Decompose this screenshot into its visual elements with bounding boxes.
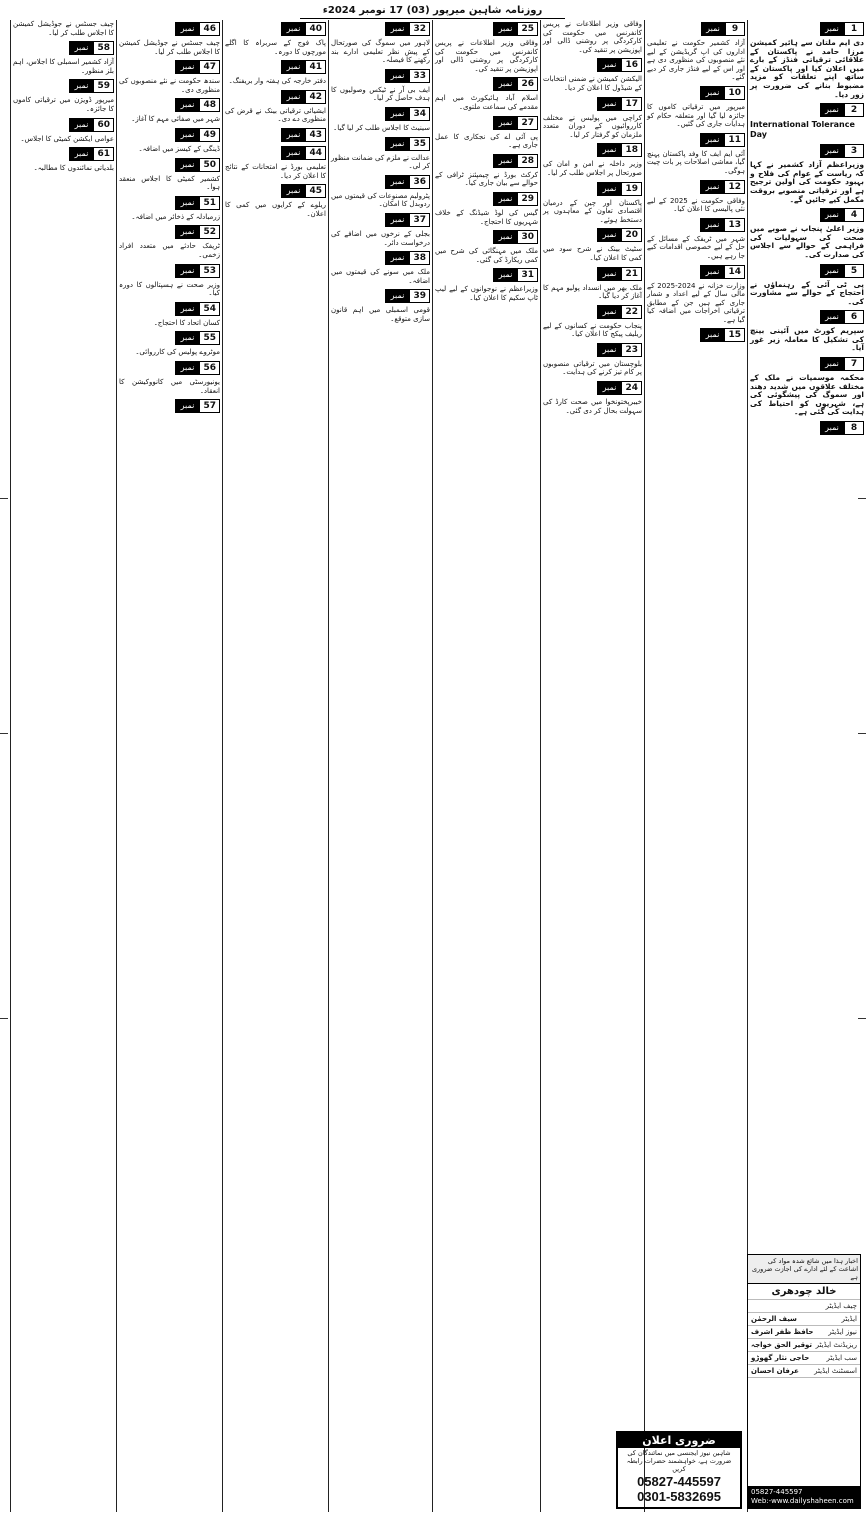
- news-item: نمبر 39 قومی اسمبلی میں اہم قانون سازی متوقع۔: [331, 291, 430, 323]
- news-item: نمبر 51 زرمبادلہ کے ذخائر میں اضافہ۔: [131, 197, 220, 221]
- column-5: [328, 20, 432, 1512]
- news-item: نمبر 7 محکمہ موسمیات نے ملک کے مختلف علاقوں میں شدید دھند اور سموگ کی پیشگوئی کی ہے، شہریوں کو احتیاط کی ہدایت کی گئی ہے۔: [750, 359, 864, 417]
- fold-mark: [858, 498, 866, 499]
- news-item: نمبر 2 International Tolerance Day: [750, 103, 864, 140]
- news-item: نمبر 5 پی ٹی آئی کے رہنماؤں نے احتجاج کے حوالے سے مشاورت کی۔: [750, 265, 864, 306]
- news-item: نمبر 1 دی ایم ملتان سے ہائیر کمیشن مرزا حامد نے پاکستان کے علاقائی ترقیاتی فنڈز کے بارے میں اعلان کیا اور پاکستان کے ساتھ اپنے تعلقات کو مزید مضبوط بنانے کی ضرورت پر زور دیا۔: [750, 24, 864, 99]
- news-item: نمبر 46 چیف جسٹس نے جوڈیشل کمیشن کا اجلاس طلب کر لیا۔: [119, 24, 220, 56]
- news-item: نمبر 24 خیبرپختونخوا میں صحت کارڈ کی سہولت بحال کر دی گئی۔: [543, 383, 642, 415]
- news-item: نمبر 52 ٹریفک حادثے میں متعدد افراد زخمی۔: [119, 227, 220, 259]
- news-item: نمبر 28 کرکٹ بورڈ نے چیمپئنز ٹرافی کے حوالے سے بیان جاری کیا۔: [435, 155, 538, 188]
- column-3: [540, 20, 644, 1512]
- news-item: نمبر 12 وفاقی حکومت نے 2025 کے لیے نئی پالیسی کا اعلان کیا۔: [647, 181, 746, 214]
- news-item: نمبر 18 وزیر داخلہ نے امن و امان کی صورتحال پر اجلاس طلب کر لیا۔: [543, 145, 642, 177]
- news-item: نمبر 58 آزاد کشمیر اسمبلی کا اجلاس، اہم بلز منظور۔: [13, 43, 114, 75]
- column-7: [116, 20, 222, 1512]
- column-8: [10, 20, 116, 1512]
- fold-mark: [0, 733, 8, 734]
- news-item: نمبر 60 عوامی ایکشن کمیٹی کا اجلاس۔: [20, 119, 114, 143]
- fold-mark: [858, 1018, 866, 1019]
- news-item: نمبر 34 سینیٹ کا اجلاس طلب کر لیا گیا۔: [333, 108, 430, 132]
- news-item: نمبر 6 سپریم کورٹ میں آئینی بینچ کی تشکیل کا معاملہ زیر غور آیا۔: [750, 312, 864, 353]
- fold-mark: [0, 1018, 8, 1019]
- news-item: نمبر 53 وزیر صحت نے ہسپتالوں کا دورہ کیا۔: [119, 265, 220, 298]
- founder-name: خالد چودھری: [748, 1284, 860, 1300]
- news-item: نمبر 38 ملک میں سونے کی قیمتوں میں اضافہ۔: [331, 253, 430, 285]
- english-heading: International Tolerance Day: [750, 120, 855, 140]
- important-notice: [616, 1431, 742, 1509]
- news-item: نمبر 35 عدالت نے ملزم کی ضمانت منظور کر لی۔: [331, 138, 430, 171]
- fold-mark: [0, 498, 8, 499]
- news-item: نمبر 19 پاکستان اور چین کے درمیان اقتصادی تعاون کے معاہدوں پر دستخط ہوئے۔: [543, 183, 642, 224]
- news-item: نمبر 22 پنجاب حکومت نے کسانوں کے لیے ریلیف پیکج کا اعلان کیا۔: [543, 306, 642, 339]
- news-item: نمبر 43: [225, 128, 326, 142]
- news-item: نمبر 45 ریلوے کے کرایوں میں کمی کا اعلان۔: [225, 186, 326, 218]
- news-item: نمبر 36 پٹرولیم مصنوعات کی قیمتوں میں ردوبدل کا امکان۔: [331, 176, 430, 209]
- staff-imprint: [747, 1254, 861, 1509]
- imprint-note: اخبار ہذا میں شائع شدہ مواد کی اشاعت کے لئے ادارے کی اجازت ضروری ہے: [748, 1255, 860, 1284]
- notice-phone-1[interactable]: 05827-445597: [637, 1474, 721, 1489]
- news-item: وفاقی وزیر اطلاعات نے پریس کانفرنس میں حکومت کی کارکردگی پر روشنی ڈالی اور اپوزیشن پر تنقید کی۔: [543, 20, 642, 54]
- news-item: نمبر 26 اسلام آباد ہائیکورٹ میں اہم مقدمے کی سماعت ملتوی۔: [435, 79, 538, 111]
- masthead-date: روزنامہ شاہین میرپور (03) 17 نومبر 2024ء: [300, 4, 565, 19]
- news-item: نمبر 8: [750, 421, 864, 435]
- imprint-website[interactable]: Web:-www.dailyshaheen.com: [751, 1497, 854, 1505]
- news-item: نمبر 27 پی آئی اے کی نجکاری کا عمل جاری ہے۔: [435, 117, 538, 150]
- staff-row: ریزیڈنٹ ایڈیٹر توقیر الحق خواجہ: [748, 1339, 860, 1352]
- news-item: نمبر 30 ملک میں مہنگائی کی شرح میں کمی ریکارڈ کی گئی۔: [435, 232, 538, 264]
- news-item: چیف جسٹس نے جوڈیشل کمیشن کا اجلاس طلب کر لیا۔: [13, 20, 114, 37]
- staff-row: اسسٹنٹ ایڈیٹر عرفان احسان: [748, 1365, 860, 1378]
- imprint-phone[interactable]: 05827-445597: [751, 1488, 803, 1496]
- news-item: نمبر 4 وزیر اعلیٰ پنجاب نے صوبے میں صحت کی سہولیات کی فراہمی کے حوالے سے اجلاس کی صدارت کی۔: [750, 210, 864, 259]
- column-4: [432, 20, 540, 1512]
- news-item: نمبر 21 ملک بھر میں انسداد پولیو مہم کا آغاز کر دیا گیا۔: [543, 268, 642, 301]
- news-item: نمبر 33 ایف بی آر نے ٹیکس وصولیوں کا ہدف حاصل کر لیا۔: [331, 70, 430, 103]
- notice-text: شاہین نیوز ایجنسی میں نمائندگان کی ضرورت ہے، خواہشمند حضرات رابطہ کریں: [626, 1449, 732, 1473]
- news-item: نمبر 32 لاہور میں سموگ کی صورتحال کے پیش نظر تعلیمی ادارے بند رکھنے کا فیصلہ۔: [331, 24, 430, 65]
- staff-row: چیف ایڈیٹر: [748, 1300, 860, 1313]
- fold-mark: [858, 733, 866, 734]
- notice-phone-2[interactable]: 0301-5832695: [637, 1489, 721, 1504]
- news-item: نمبر 15: [647, 328, 745, 342]
- news-item: نمبر 9 آزاد کشمیر حکومت نے تعلیمی اداروں کی اپ گریڈیشن کے لیے نئے منصوبوں کی منظوری دی ہے اور اس کے لیے فنڈز جاری کر دیے گئے۔: [647, 24, 745, 82]
- news-item: نمبر 11 آئی ایم ایف کا وفد پاکستان پہنچ گیا، معاشی اصلاحات پر بات چیت ہوگی۔: [647, 134, 745, 175]
- news-item: نمبر 29 گیس کی لوڈ شیڈنگ کے خلاف شہریوں کا احتجاج۔: [435, 193, 538, 226]
- news-item: نمبر 44 تعلیمی بورڈ نے امتحانات کے نتائج کا اعلان کر دیا۔: [225, 147, 326, 180]
- news-item: نمبر 40 پاک فوج کے سربراہ کا اگلے مورچوں کا دورہ۔: [225, 24, 326, 56]
- news-item: نمبر 23 بلوچستان میں ترقیاتی منصوبوں پر کام تیز کرنے کی ہدایت۔: [543, 344, 642, 377]
- news-item: نمبر 49 ڈینگی کے کیسز میں اضافہ۔: [138, 129, 220, 153]
- news-item: نمبر 14 وزارت خزانہ نے 2024-2025 کے مالی سال کے لیے اعداد و شمار جاری کیے ہیں جن کے مطابق ترقیاتی اخراجات میں اضافہ کیا گیا ہے۔: [647, 266, 745, 324]
- news-item: نمبر 61 بلدیاتی نمائندوں کا مطالبہ۔: [33, 149, 114, 173]
- news-item: نمبر 25 وفاقی وزیر اطلاعات نے پریس کانفرنس میں حکومت کی کارکردگی پر روشنی ڈالی اور اپوزیشن پر تنقید کی۔: [435, 24, 538, 73]
- news-item: نمبر 41 دفتر خارجہ کی ہفتہ وار بریفنگ۔: [228, 62, 326, 86]
- news-item: نمبر 47 سندھ حکومت نے نئے منصوبوں کی منظوری دی۔: [119, 62, 220, 94]
- news-item: نمبر 17 کراچی میں پولیس نے مختلف کارروائیوں کے دوران متعدد ملزمان کو گرفتار کر لیا۔: [543, 98, 642, 139]
- column-2: [644, 20, 747, 1512]
- news-item: نمبر 16 الیکشن کمیشن نے ضمنی انتخابات کے شیڈول کا اعلان کر دیا۔: [543, 60, 642, 92]
- news-item: نمبر 57: [119, 399, 220, 413]
- news-item: نمبر 42 ایشیائی ترقیاتی بینک نے قرض کی منظوری دے دی۔: [225, 91, 326, 124]
- news-item: نمبر 10 میرپور میں ترقیاتی کاموں کا جائزہ لیا گیا اور متعلقہ حکام کو ہدایات جاری کی گئیں۔: [647, 87, 745, 129]
- news-item: نمبر 20 سٹیٹ بینک نے شرح سود میں کمی کا اعلان کیا۔: [543, 230, 642, 262]
- news-item: نمبر 55 موٹروے پولیس کی کارروائی۔: [135, 333, 220, 357]
- news-item: نمبر 48 شہر میں صفائی مہم کا آغاز۔: [131, 100, 220, 124]
- news-item: نمبر 3 وزیراعظم آزاد کشمیر نے کہا کہ ریاست کے عوام کی فلاح و بہبود حکومت کی اولین ترجیح ہے اور ترقیاتی منصوبے بروقت مکمل کیے جائیں گے۔: [750, 146, 864, 204]
- news-item: نمبر 31 وزیراعظم نے نوجوانوں کے لیے لیپ ٹاپ سکیم کا اعلان کیا۔: [435, 270, 538, 302]
- staff-row: نیوز ایڈیٹر حافظ ظفر اشرف: [748, 1326, 860, 1339]
- news-item: نمبر 50 کشمیر کمیٹی کا اجلاس منعقد ہوا۔: [119, 159, 220, 192]
- staff-row: سب ایڈیٹر حاجی نثار گھوڑو: [748, 1352, 860, 1365]
- news-item: نمبر 56 یونیورسٹی میں کانووکیشن کا انعقاد۔: [119, 362, 220, 395]
- imprint-footer: [748, 1486, 860, 1508]
- news-item: نمبر 54 کسان اتحاد کا احتجاج۔: [153, 303, 220, 327]
- column-6: [222, 20, 328, 1512]
- notice-heading: ضروری اعلان: [618, 1433, 740, 1448]
- staff-row: ایڈیٹر سیف الرحمٰن: [748, 1313, 860, 1326]
- news-item: نمبر 59 میرپور ڈویژن میں ترقیاتی کاموں کا جائزہ۔: [13, 81, 114, 113]
- news-item: نمبر 13 شہر میں ٹریفک کے مسائل کے حل کے لیے خصوصی اقدامات کیے جا رہے ہیں۔: [647, 219, 745, 260]
- news-item: نمبر 37 بجلی کے نرخوں میں اضافے کی درخواست دائر۔: [331, 214, 430, 247]
